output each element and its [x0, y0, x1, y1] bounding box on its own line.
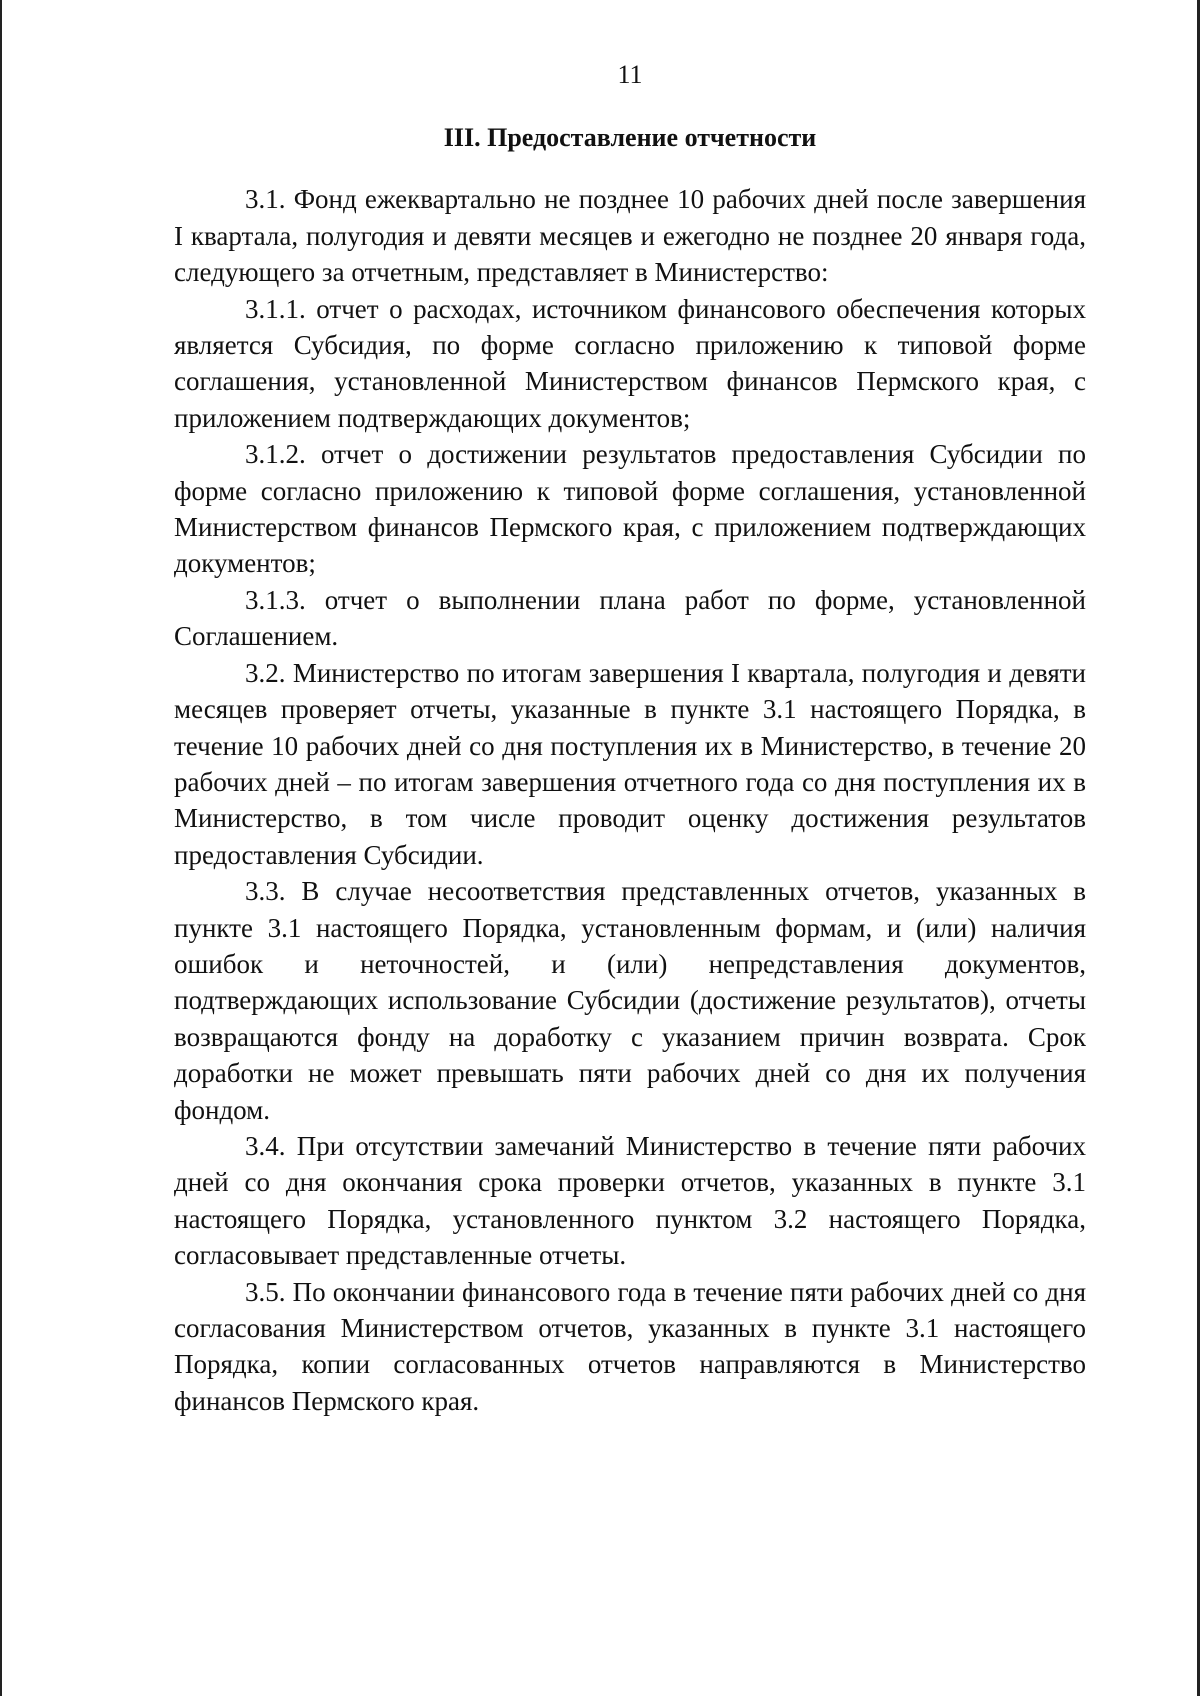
paragraph-3-1-3: 3.1.3. отчет о выполнении плана работ по форме, установленной Соглашением.: [174, 584, 1086, 652]
paragraph-3-4: 3.4. При отсутствии замечаний Министерство в течение пяти рабочих дней со дня окончания срока проверки отчетов, указанных в пункте 3.1 настоящего Порядка, установленного пунктом 3.2 настоящего Порядка, согласовывает представленные отчеты.: [174, 1130, 1086, 1271]
paragraph-3-1-1: 3.1.1. отчет о расходах, источником финансового обеспечения которых является Субсидия, по форме согласно приложению к типовой форме соглашения, установленной Министерством финансов Пермского края, с приложением подтверждающих документов;: [174, 293, 1086, 433]
page-number: 11: [617, 60, 643, 89]
section-heading: III. Предоставление отчетности: [443, 123, 817, 152]
paragraph-3-1-2: 3.1.2. отчет о достижении результатов предоставления Субсидии по форме согласно приложению к типовой форме соглашения, установленной Министерством финансов Пермского края, с приложением подтверждающих документов;: [174, 439, 1086, 579]
paragraph-3-2: 3.2. Министерство по итогам завершения I квартала, полугодия и девяти месяцев проверяет отчеты, указанные в пункте 3.1 настоящего Порядка, в течение 10 рабочих дней со дня поступления их в Министерство, в течение 20 рабочих дней – по итогам завершения отчетного года со дня поступления их в Министерство, в том числе проводит оценку достижения результатов предоставления Субсидии.: [174, 657, 1086, 870]
scan-left-edge: [0, 0, 2, 1696]
paragraph-3-3: 3.3. В случае несоответствия представленных отчетов, указанных в пункте 3.1 настоящего Порядка, установленным формам, и (или) наличия ошибок и неточностей, и (или) непредставления документов, подтверждающих использование Субсидии (достижение результатов), отчеты возвращаются фонду на доработку с указанием причин возврата. Срок доработки не может превышать пяти рабочих дней со дня их получения фондом.: [174, 876, 1086, 1125]
paragraph-3-1: 3.1. Фонд ежеквартально не позднее 10 рабочих дней после завершения I квартала, полугодия и девяти месяцев и ежегодно не позднее 20 января года, следующего за отчетным, представляет в Министерство:: [174, 184, 1086, 288]
paragraph-3-5: 3.5. По окончании финансового года в течение пяти рабочих дней со дня согласования Министерством отчетов, указанных в пункте 3.1 настоящего Порядка, копии согласованных отчетов направляются в Министерство финансов Пермского края.: [174, 1276, 1086, 1416]
document-body: [174, 118, 1086, 1419]
